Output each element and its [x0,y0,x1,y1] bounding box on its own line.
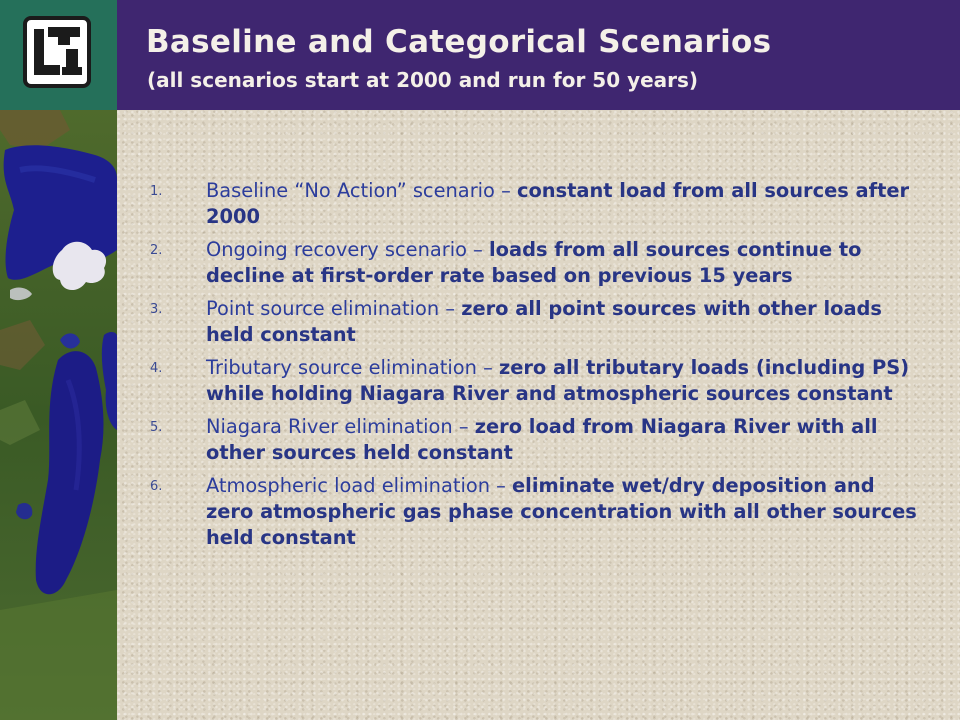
scenario-detail: loads from all sources continue to decline at first-order rate based on previous 15 years [206,238,862,287]
list-item [148,237,928,289]
scenario-label: Atmospheric load elimination – [206,474,513,497]
list-item-number: 4. [150,361,163,376]
scenario-detail: eliminate wet/dry deposition and zero atmospheric gas phase concentration with all other sources held constant [206,474,917,549]
scenario-detail: zero all tributary loads (including PS) while holding Niagara River and atmospheric sources constant [206,356,910,405]
scenario-detail: zero all point sources with other loads held constant [206,297,882,346]
list-item-number: 2. [150,243,163,258]
scenario-detail: constant load from all sources after 2000 [206,179,910,228]
list-item-number: 5. [150,420,163,435]
scenario-label: Point source elimination – [206,297,462,320]
list-item-number: 3. [150,302,163,317]
list-item [148,355,928,407]
list-item-number: 1. [150,184,163,199]
scenario-list [148,178,928,558]
list-item [148,473,928,551]
lti-logo-icon [22,15,92,89]
list-item-number: 6. [150,479,163,494]
page-title: Baseline and Categorical Scenarios [146,24,772,60]
list-item [148,178,928,230]
scenario-label: Baseline “No Action” scenario – [206,179,517,202]
page-subtitle: (all scenarios start at 2000 and run for 50 years) [147,68,699,92]
list-item [148,414,928,466]
scenario-detail: zero load from Niagara River with all other sources held constant [206,415,878,464]
content-panel [117,110,960,720]
scenario-label: Tributary source elimination – [206,356,499,379]
satellite-image [0,110,117,720]
scenario-label: Niagara River elimination – [206,415,475,438]
list-item [148,296,928,348]
logo-block [0,0,117,110]
header-band [117,0,960,110]
scenario-label: Ongoing recovery scenario – [206,238,490,261]
